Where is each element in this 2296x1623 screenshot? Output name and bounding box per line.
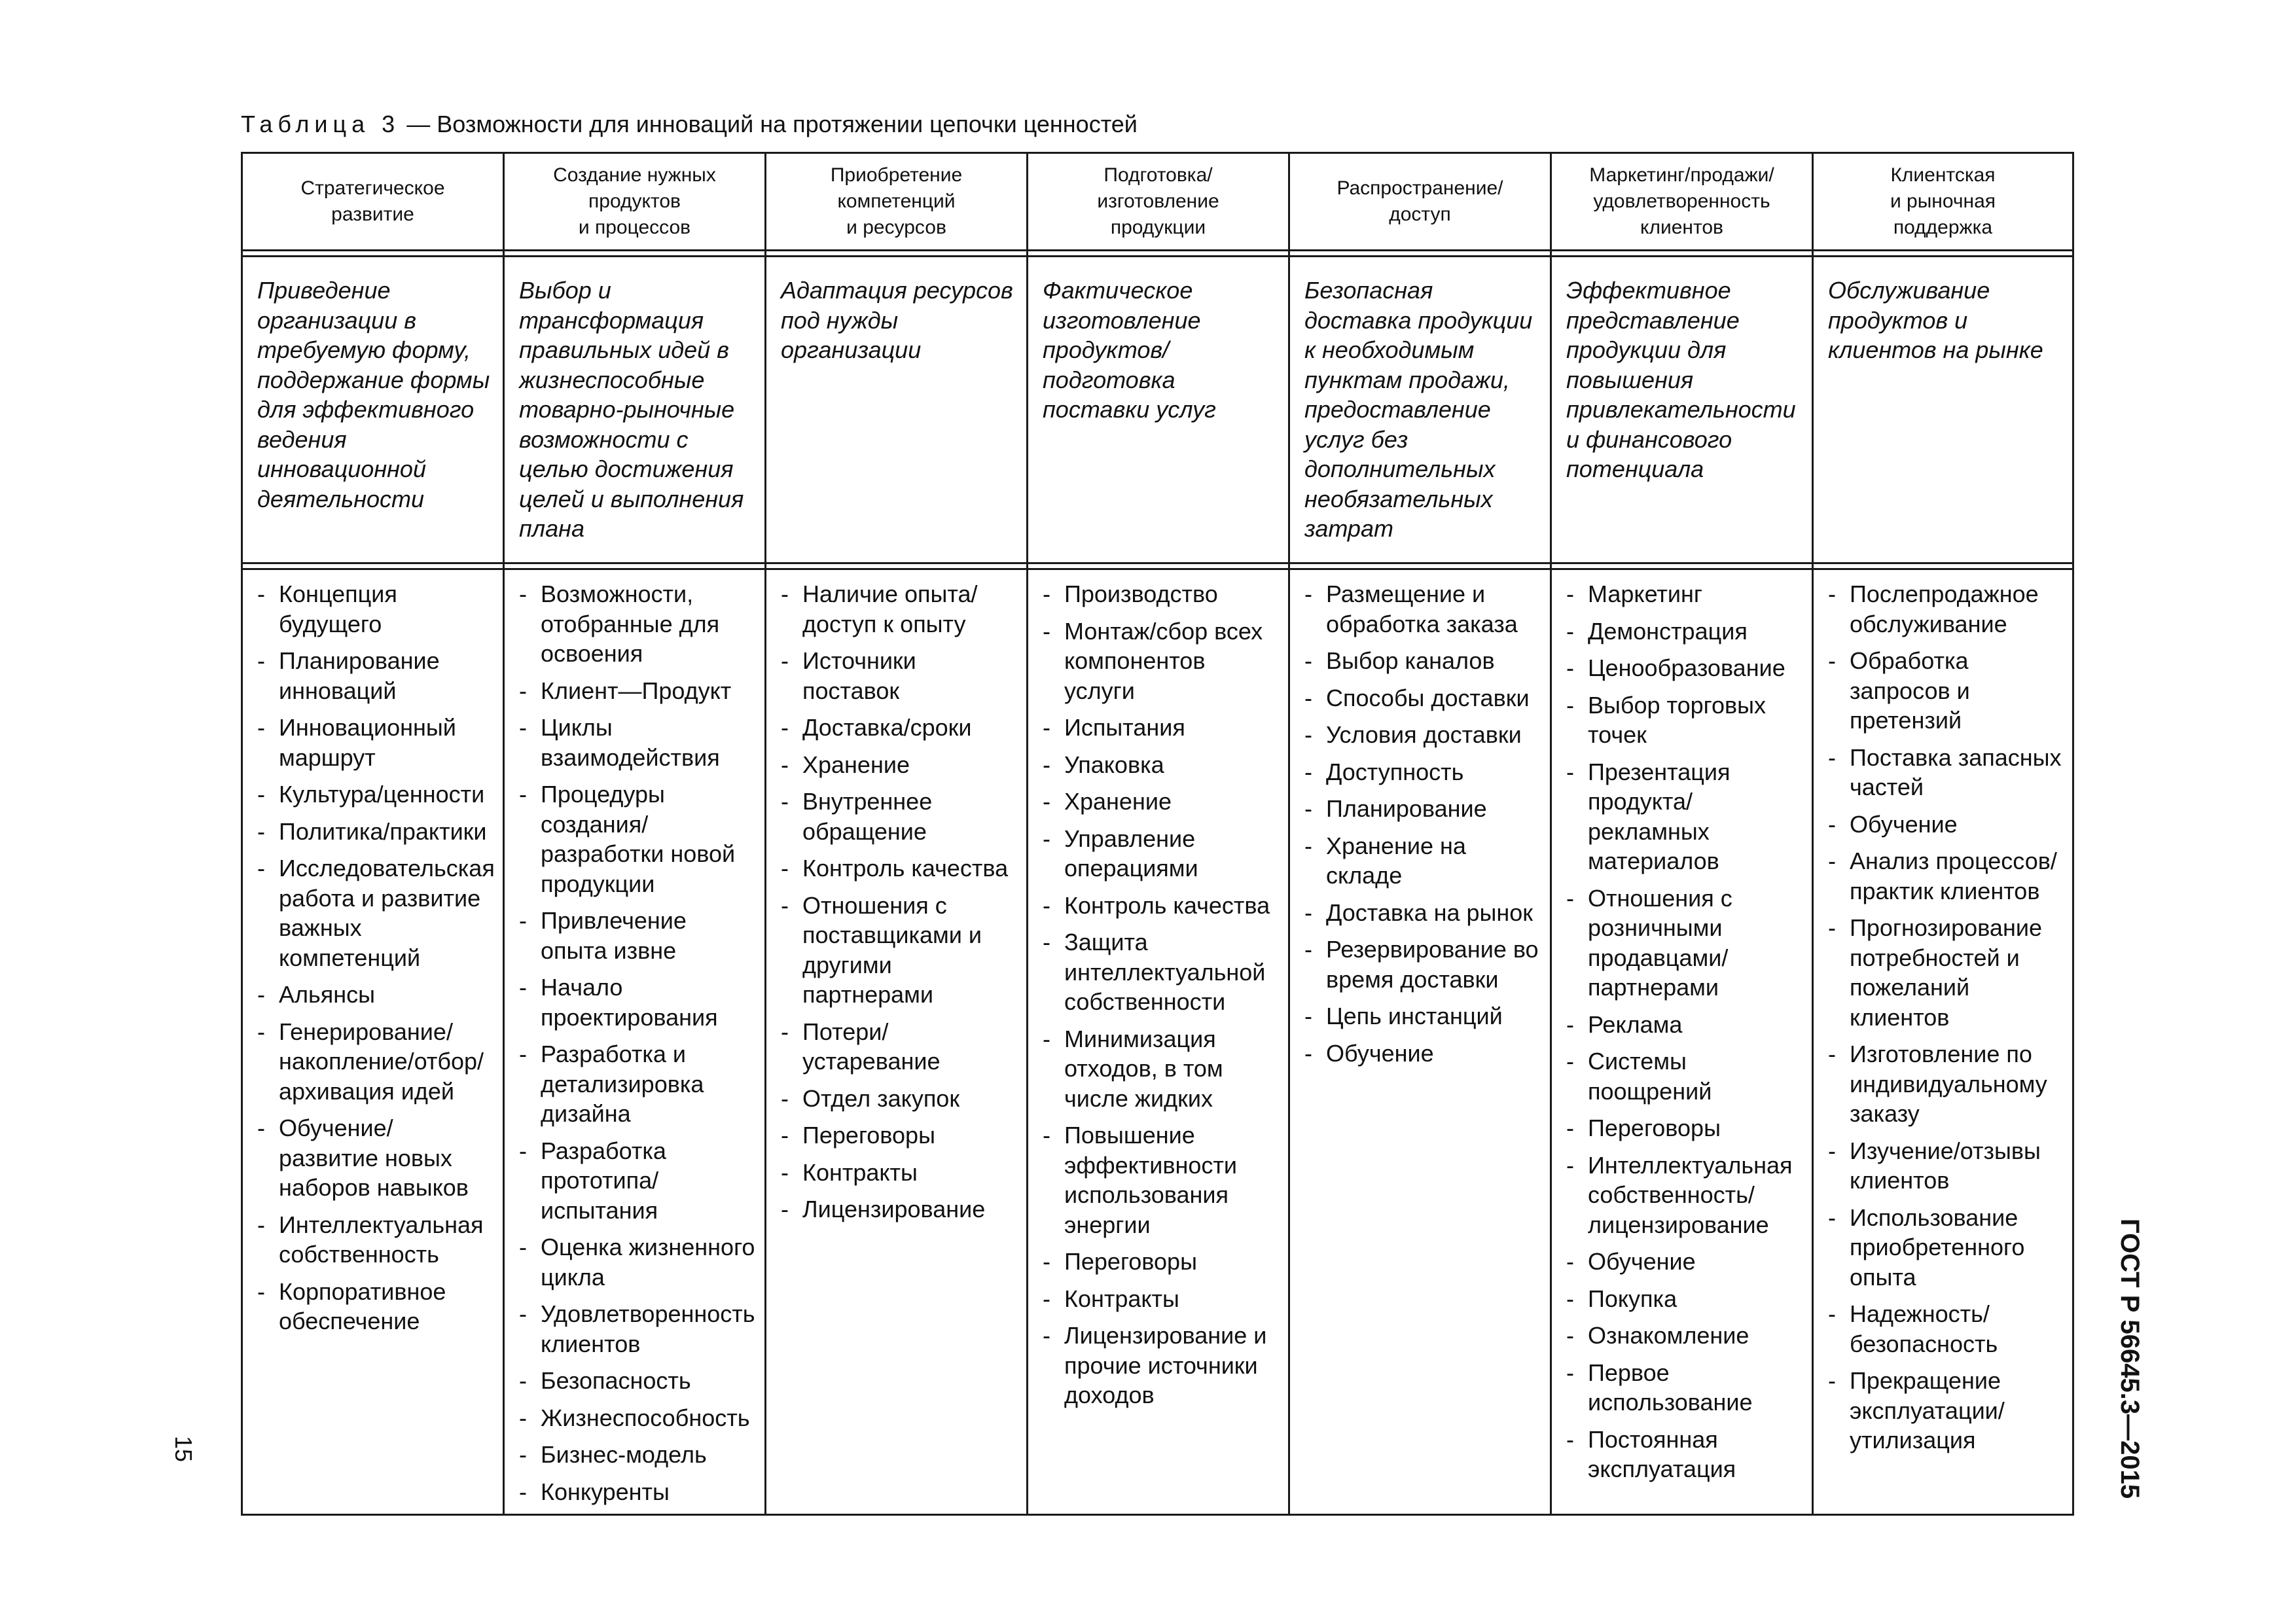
list-item: - Переговоры — [1043, 1247, 1279, 1277]
list-item: - Выбор каналов — [1304, 646, 1541, 676]
description-cell: Приведение организации в требуемую форму, поддержание формы для эффективного ведения инновационной деятельности — [242, 257, 504, 563]
header-cell: Стратегическое развитие — [242, 153, 504, 251]
list-item: - Управление операциями — [1043, 824, 1279, 883]
list-item: - Доступность — [1304, 757, 1541, 787]
list-item: - Обучение/ развитие новых наборов навыков — [257, 1113, 493, 1203]
list-item: - Переговоры — [781, 1120, 1017, 1150]
item-list — [519, 579, 755, 1507]
list-item: - Бизнес-модель — [519, 1440, 755, 1470]
item-list — [781, 579, 1017, 1224]
list-item: - Испытания — [1043, 713, 1279, 743]
list-item: - Изготовление по индивидуальному заказу — [1828, 1039, 2063, 1129]
table-caption-text: — Возможности для инноваций на протяжении цепочки ценностей — [400, 111, 1138, 137]
list-item: - Минимизация отходов, в том числе жидких — [1043, 1024, 1279, 1114]
list-item: - Хранение на складе — [1304, 831, 1541, 891]
list-item: - Анализ процессов/практик клиентов — [1828, 846, 2063, 906]
item-list — [1828, 579, 2063, 1455]
description-row — [242, 257, 2073, 563]
list-item: - Ценообразование — [1566, 653, 1803, 683]
list-item: - Разработка и детализировка дизайна — [519, 1039, 755, 1129]
list-item: - Внутреннее обращение — [781, 787, 1017, 846]
list-item: - Удовлетворенность клиентов — [519, 1299, 755, 1359]
list-item: - Конкуренты — [519, 1477, 755, 1507]
item-list — [1043, 579, 1279, 1410]
list-item: - Защита интеллектуальной собственности — [1043, 927, 1279, 1017]
page-number: 15 — [170, 1436, 197, 1463]
list-item: - Планирование инноваций — [257, 646, 493, 705]
list-item: - Производство — [1043, 579, 1279, 609]
list-item: - Выбор торговых точек — [1566, 690, 1803, 750]
list-item: - Резервирование во время доставки — [1304, 935, 1541, 994]
document-number: ГОСТ Р 56645.3—2015 — [2115, 1219, 2144, 1499]
item-list — [257, 579, 493, 1336]
list-item: - Интеллектуальная собственность — [257, 1210, 493, 1270]
list-item: - Размещение и обработка заказа — [1304, 579, 1541, 639]
list-item: - Политика/практики — [257, 817, 493, 847]
list-item: - Жизнеспособность — [519, 1403, 755, 1433]
list-item: - Лицензирование — [781, 1194, 1017, 1224]
list-item: - Покупка — [1566, 1284, 1803, 1314]
list-item: - Обучение — [1566, 1247, 1803, 1277]
items-row — [242, 569, 2073, 1515]
header-cell: Маркетинг/продажи/ удовлетворенность клиентов — [1551, 153, 1813, 251]
list-item: - Разработка прототипа/испытания — [519, 1136, 755, 1226]
list-item: - Постоянная эксплуатация — [1566, 1425, 1803, 1484]
list-item: - Цепь инстанций — [1304, 1001, 1541, 1031]
list-item: - Изучение/отзывы клиентов — [1828, 1136, 2063, 1196]
list-item: - Монтаж/сбор всех компонентов услуги — [1043, 616, 1279, 706]
list-item: - Потери/устаревание — [781, 1017, 1017, 1077]
description-cell: Безопасная доставка продукции к необходимым пунктам продажи, предоставление услуг без дополнительных необязательных затрат — [1289, 257, 1551, 563]
list-item: - Реклама — [1566, 1010, 1803, 1040]
list-item: - Надежность/безопасность — [1828, 1299, 2063, 1359]
list-item: - Доставка/сроки — [781, 713, 1017, 743]
list-item: - Условия доставки — [1304, 720, 1541, 750]
list-item: - Циклы взаимодействия — [519, 713, 755, 772]
items-cell — [242, 569, 504, 1515]
list-item: - Доставка на рынок — [1304, 898, 1541, 928]
list-item: - Маркетинг — [1566, 579, 1803, 609]
header-row — [242, 153, 2073, 251]
description-cell: Фактическое изготовление продуктов/подготовка поставки услуг — [1028, 257, 1289, 563]
list-item: - Повышение эффективности использования энергии — [1043, 1120, 1279, 1240]
description-cell: Обслуживание продуктов и клиентов на рынке — [1813, 257, 2073, 563]
list-item: - Начало проектирования — [519, 972, 755, 1032]
list-item: - Отношения с розничными продавцами/партнерами — [1566, 883, 1803, 1003]
list-item: - Источники поставок — [781, 646, 1017, 705]
list-item: - Хранение — [781, 750, 1017, 780]
list-item: - Контроль качества — [781, 853, 1017, 883]
list-item: - Использование приобретенного опыта — [1828, 1203, 2063, 1293]
list-item: - Контроль качества — [1043, 891, 1279, 921]
list-item: - Безопасность — [519, 1366, 755, 1396]
list-item: - Ознакомление — [1566, 1321, 1803, 1351]
list-item: - Контракты — [781, 1158, 1017, 1188]
list-item: - Презентация продукта/рекламных материалов — [1566, 757, 1803, 876]
list-item: - Альянсы — [257, 980, 493, 1010]
list-item: - Обучение — [1304, 1039, 1541, 1069]
items-cell — [766, 569, 1028, 1515]
list-item: - Первое использование — [1566, 1358, 1803, 1418]
description-cell: Эффективное представление продукции для повышения привлекательности и финансового потенциала — [1551, 257, 1813, 563]
list-item: - Прекращение эксплуатации/утилизация — [1828, 1366, 2063, 1455]
header-cell: Распространение/ доступ — [1289, 153, 1551, 251]
header-cell: Создание нужных продуктов и процессов — [504, 153, 766, 251]
items-cell — [1028, 569, 1289, 1515]
list-item: - Корпоративное обеспечение — [257, 1277, 493, 1336]
table-caption — [241, 110, 1138, 139]
table-caption-label: Таблица 3 — [241, 111, 401, 137]
items-cell — [1289, 569, 1551, 1515]
value-chain-table — [241, 152, 2074, 1516]
list-item: - Клиент—Продукт — [519, 676, 755, 706]
list-item: - Концепция будущего — [257, 579, 493, 639]
list-item: - Хранение — [1043, 787, 1279, 817]
list-item: - Культура/ценности — [257, 779, 493, 810]
list-item: - Отдел закупок — [781, 1084, 1017, 1114]
items-cell — [1551, 569, 1813, 1515]
header-cell: Подготовка/ изготовление продукции — [1028, 153, 1289, 251]
list-item: - Лицензирование и прочие источники доходов — [1043, 1321, 1279, 1410]
list-item: - Генерирование/накопление/отбор/архивация идей — [257, 1017, 493, 1107]
items-cell — [1813, 569, 2073, 1515]
list-item: - Упаковка — [1043, 750, 1279, 780]
list-item: - Обработка запросов и претензий — [1828, 646, 2063, 736]
list-item: - Процедуры создания/разработки новой продукции — [519, 779, 755, 899]
description-separator — [242, 563, 2073, 569]
list-item: - Планирование — [1304, 794, 1541, 824]
header-cell: Приобретение компетенций и ресурсов — [766, 153, 1028, 251]
description-cell: Адаптация ресурсов под нужды организации — [766, 257, 1028, 563]
list-item: - Обучение — [1828, 810, 2063, 840]
header-separator — [242, 251, 2073, 257]
item-list — [1304, 579, 1541, 1068]
list-item: - Переговоры — [1566, 1113, 1803, 1143]
items-cell — [504, 569, 766, 1515]
list-item: - Отношения с поставщиками и другими партнерами — [781, 891, 1017, 1010]
list-item: - Оценка жизненного цикла — [519, 1232, 755, 1292]
list-item: - Системы поощрений — [1566, 1046, 1803, 1106]
list-item: - Контракты — [1043, 1284, 1279, 1314]
list-item: - Инновационный маршрут — [257, 713, 493, 772]
list-item: - Привлечение опыта извне — [519, 906, 755, 965]
list-item: - Прогнозирование потребностей и пожеланий клиентов — [1828, 913, 2063, 1032]
list-item: - Демонстрация — [1566, 616, 1803, 647]
item-list — [1566, 579, 1803, 1484]
list-item: - Наличие опыта/доступ к опыту — [781, 579, 1017, 639]
list-item: - Поставка запасных частей — [1828, 743, 2063, 802]
list-item: - Способы доставки — [1304, 683, 1541, 713]
header-cell: Клиентская и рыночная поддержка — [1813, 153, 2073, 251]
list-item: - Исследовательская работа и развитие важных компетенций — [257, 853, 493, 972]
list-item: - Возможности, отобранные для освоения — [519, 579, 755, 669]
description-cell: Выбор и трансформация правильных идей в жизнеспособные товарно-рыночные возможности с целью достижения целей и выполнения плана — [504, 257, 766, 563]
list-item: - Интеллектуальная собственность/лицензирование — [1566, 1150, 1803, 1240]
list-item: - Послепродажное обслуживание — [1828, 579, 2063, 639]
